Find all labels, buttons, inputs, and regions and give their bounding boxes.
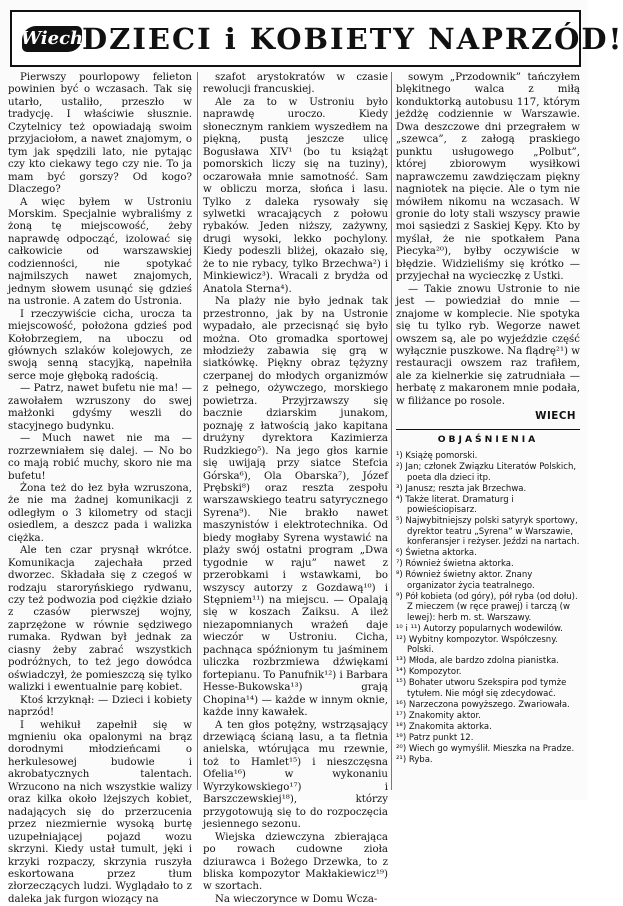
note-item: ¹⁸) Znakomita aktorka. bbox=[396, 721, 492, 732]
column-divider bbox=[391, 72, 392, 790]
note-item: ⁵) Najwybitniejszy polski satyryk sportowy, dyrektor teatru „Syrena” w Warszawie, konferansjer i reżyser. Jeździ na nartach. bbox=[396, 516, 580, 548]
note-item: ¹) Książę pomorski. bbox=[396, 451, 478, 462]
note-item: ²) Jan; członek Związku Literatów Polskich, poeta dla dzieci itp. bbox=[396, 462, 577, 483]
note-item: ⁶) Świetna aktorka. bbox=[396, 548, 477, 559]
note-item: ¹⁹) Patrz punkt 12. bbox=[396, 732, 474, 743]
headline: DZIECI i KOBIETY NAPRZÓD! bbox=[82, 21, 623, 56]
paragraph: Pierwszy pourlopowy felieton powinien być o wczasach. Tak się utarło, ustaliło, przeszło w tradycję. I właściwie słusznie. Czytelnicy też opowiadają swoim przyjaciołom, a nawet znajomym, o tym jak spędzili lato, nie pytając czy kto ciekawy tego czy nie. To ja mam być gorszy? Od kogo? Dlaczego? bbox=[8, 72, 192, 196]
column-divider bbox=[197, 72, 198, 790]
paragraph: Żona też do łez była wzruszona, że nie ma żadnej komunikacji z odległym o 3 kilometry od stacji osiedlem, a deszcz pada i walizka ciężka. bbox=[8, 482, 192, 544]
article-column-1 bbox=[8, 72, 192, 905]
wiech-logo: Wiech bbox=[22, 26, 82, 52]
paragraph: sowym „Przodownik” tańczyłem blękitnego walca z miłą konduktorką autobusu 117, którym jeżdżę codziennie w Warszawie. Dwa deszczowe dni przegrałem w „szewca”, z załogą praskiego punktu usługowego „Polbut”, której zbiorowym wysiłkowi naprawczemu zawdzięczam piękny nagniotek na pięcie. Ale o tym nie mówiłem nikomu na wczasach. W gronie do loty stali wszyscy prawie moi sąsiedzi z Saskiej Kępy. Kto by myślał, że nie spotkałem Pana Piecyka²⁰), byłby oczywiście w błędzie. Widzieliśmy się krótko — przyjechał na wycieczkę z Ustki. bbox=[396, 72, 580, 283]
note-item: ¹³) Młoda, ale bardzo zdolna pianistka. bbox=[396, 656, 559, 667]
paragraph: I wehikuł zapełnił się w mgnieniu oka opalonymi na brąz dorodnymi młodzieńcami o herkulesowej budowie i akrobatycznych talentach. Wrzucono na nich wszystkie walizy oraz kilka około lżejszych kobiet, nadających się do przerzucenia przez niezmiernie wysoką burtę uzupełniającej pojazd wozu skrzyni. Kiedy ustał tumult, jęki i krzyki rozpaczy, skrzynia ruszyła eskortowana przez tłum złorzeczących ludzi. Wyglądało to z daleka jak furgon wiozący na bbox=[8, 719, 192, 905]
paragraph: szafot arystokratów w czasie rewolucji francuskiej. bbox=[203, 72, 388, 96]
note-item: ¹⁵) Bohater utworu Szekspira pod tymże tytułem. Nie mógł się zdecydować. bbox=[396, 678, 567, 699]
paragraph: Na plaży nie było jednak tak przestronno, jak by na Ustronie wypadało, ale przecisnąć się było można. Oto gromadka sportowej młodzieży zabawia się grą w siatkówkę. Piękny obraz tężyzny czerpanej do młodych organizmów z pełnego, ożywczego, morskiego powietrza. Przyjrzawszy się bacznie dziarskim junakom, poznaję z łatwością jako kapitana drużyny dyrektora Kazimierza Rudzkiego⁵). Na jego głos karnie się uwijają przy siatce Stefcia Górska⁶), Ola Obarska⁷), Józef Prębski⁸) oraz reszta zespołu warszawskiego teatru satyrycznego Syrena⁹). Nie brakło nawet maszynistów i elektrotechnika. Od biedy mogłaby Syrena wystawić na plaży swój ostatni program „Dwa tygodnie w raju” nawet z przerobkami i wstawkami, bo wszyscy autorzy z Gozdawą¹⁰) i Stępniem¹¹) na miejscu. — Opalają się w koszach Zaiksu. A ileż niezapomnianych wrażeń daje wieczór w Ustroniu. Cicha, pachnąca spóźnionym tu jaśminem uliczka rozbrzmiewa dźwiękami fortepianu. To Panufnik¹²) i Barbara Hesse-Bukowska¹³) grają Chopina¹⁴) — każde w innym oknie, każde inny kawałek. bbox=[203, 296, 388, 719]
divider bbox=[396, 429, 580, 430]
note-item: ²¹) Ryba. bbox=[396, 754, 433, 765]
note-item: ³) Janusz; reszta jak Brzechwa. bbox=[396, 483, 527, 494]
note-item: ¹⁶) Narzeczona powyższego. Zwariowała. bbox=[396, 699, 570, 710]
note-item: ⁹) Pół kobieta (od góry), pół ryba (od dołu). Z mieczem (w ręce prawej) i tarczą (w lewej): herb m. st. Warszawy. bbox=[396, 591, 578, 623]
note-item: ¹²) Wybitny kompozytor. Współczesny. Polski. bbox=[396, 634, 558, 656]
paragraph: A ten głos potężny, wstrząsający drzewiącą ścianą lasu, a ta fletnia anielska, wtórująca mu rzewnie, toż to Hamlet¹⁵) i nieszczęsna Ofelia¹⁶) w wykonaniu Wyrzykowskiego¹⁷) i Barszczewskiej¹⁸), którzy przygotowują się to do rozpoczęcia jesiennego sezonu. bbox=[203, 719, 388, 831]
paragraph: Na wieczorynce w Domu Wcza- bbox=[215, 893, 378, 905]
paragraph: — Takie znowu Ustronie to nie jest — powiedział do mnie — znajome w komplecie. Nie spotyka się tu tylko ryb. Wegorze nawet owszem są, ale po wyjeździe część wyłącznie puszkowe. Na flądrę²¹) w restauracji owszem raz trafiłem, ale za kielnerkie się zatrudniała — herbatę z makaronem mnie podała, w filiżance po rosole. bbox=[396, 283, 580, 407]
paragraph: Wiejska dziewczyna zbierająca po rowach cudowne zioła dziurawca i Bożego Drzewka, to z bliska kompozytor Makłakiewicz¹⁹) w szortach. bbox=[203, 831, 388, 893]
note-item: ⁸) Również świetny aktor. Znany organizator życia teatralnego. bbox=[396, 570, 535, 591]
note-item: ⁴) Także literat. Dramaturg i powieściopisarz. bbox=[396, 494, 514, 516]
note-item: ¹⁴) Kompozytor. bbox=[396, 667, 462, 678]
header-box bbox=[10, 10, 623, 67]
note-item: ⁷) Również świetna aktorka. bbox=[396, 559, 514, 570]
article-column-2 bbox=[203, 72, 388, 905]
notes-heading: OBJAŚNIENIA bbox=[437, 433, 539, 445]
paragraph: — Much nawet nie ma — rozrzewniałem się dalej. — No bo co mają robić muchy, skoro nie ma bufetu! bbox=[8, 433, 192, 482]
paragraph: Ale za to w Ustroniu było naprawdę uroczo. Kiedy słonecznym rankiem wyszedłem na piękną, pustą jeszcze ulicę Bogusława XIV¹ (bo tu książąt pomorskich liczy się na tuziny), oczarowała mnie samotność. Sam w obliczu morza, słońca i lasu. Tylko z daleka rysowały się sylwetki wracających z połowu rybaków. Jeden niższy, zażywny, drugi wysoki, lekko pochylony. Kiedy podeszli bliżej, okazało się, że to nie rybacy, tylko Brzechwa²) i Minkiewicz³). Wracali z brydża od Anatola Sterna⁴). bbox=[203, 96, 388, 295]
article-column-3 bbox=[396, 72, 580, 790]
notes-list bbox=[396, 451, 580, 765]
note-item: ¹⁷) Znakomity aktor. bbox=[396, 710, 481, 721]
note-item: ²⁰) Wiech go wymyślił. Mieszka na Pradze. bbox=[396, 743, 575, 754]
author-signature: WIECH bbox=[535, 410, 576, 423]
note-item: ¹⁰ i ¹¹) Autorzy popularnych wodewilów. bbox=[396, 623, 563, 634]
paragraph: A więc byłem w Ustroniu Morskim. Specjalnie wybraliśmy z żoną tę miejscowość, żeby naprawdę odpocząć, izolować się całkowicie od warszawskiej codzienności, nie spotykać najmilszych nawet znajomych, jednym słowem usunąć się gdzieś na ustronie. A zatem do Ustronia. bbox=[8, 196, 192, 308]
paragraph: Ktoś krzyknął: — Dzieci i kobiety naprzód! bbox=[8, 694, 192, 719]
paragraph: Ale ten czar prysnął wkrótce. Komunikacja zajechała przed dworzec. Składała się z czegoś w rodzaju staroryńskiego rydwanu, czy też podwozia pod ciężkie działo z czasów pierwszej wojny, zaprzężone w równie sędziwego rumaka. Rydwan był jednak za ciasny żeby zabrać wszystkich podróżnych, to też jego dowódca oświadczył, że pomieszczą się tylko walizki i ewentualnie parę kobiet. bbox=[8, 545, 192, 694]
paragraph: I rzeczywiście cicha, urocza ta miejscowość, położona gdzieś pod Kołobrzegiem, na uboczu od głównych szlaków kolejowych, ze swoją senną stacyjką, napełniła serce moje głęboką radością. bbox=[8, 308, 192, 382]
paragraph: — Patrz, nawet bufetu nie ma! — zawołałem wzruszony do swej małżonki gdyśmy weszli do stacyjnego budynku. bbox=[8, 383, 192, 432]
